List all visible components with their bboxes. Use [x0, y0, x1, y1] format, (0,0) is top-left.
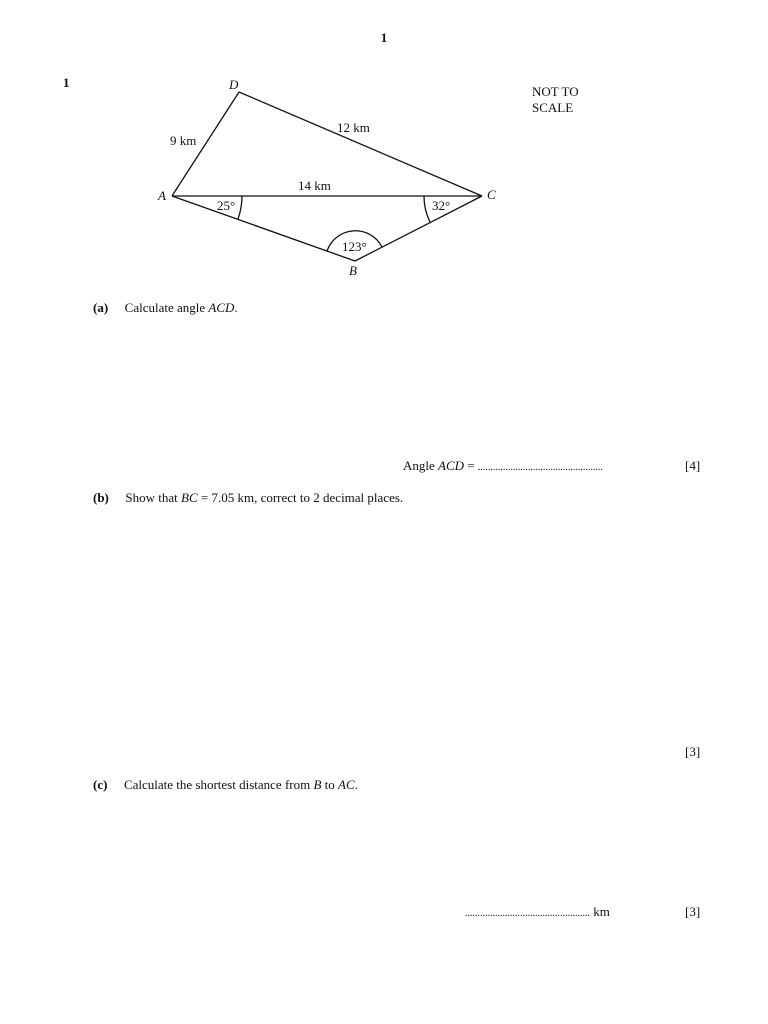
part-c-text-end: .	[354, 777, 358, 792]
vertex-label-b: B	[349, 263, 357, 278]
part-c-text-mid: to	[321, 777, 339, 792]
note-line-2: SCALE	[532, 100, 574, 115]
part-a-label: (a)	[93, 300, 109, 315]
part-b-text: Show that	[125, 490, 182, 505]
part-a-text: Calculate angle	[124, 300, 209, 315]
part-a-text-italic: ACD	[208, 300, 235, 315]
side-bc	[355, 196, 482, 261]
angle-label-a: 25°	[217, 198, 236, 213]
side-label-ac: 14 km	[298, 178, 331, 193]
angle-label-c: 32°	[432, 198, 451, 213]
part-c-text-italic: B	[313, 777, 322, 792]
part-c-text: Calculate the shortest distance from	[123, 777, 314, 792]
vertex-label-a: A	[158, 188, 166, 203]
part-a-answer-line	[403, 458, 603, 474]
vertex-label-d: D	[229, 77, 239, 92]
note-line-1: NOT TO	[532, 84, 579, 99]
part-a-answer-eq: =	[464, 458, 478, 473]
page-number: 1	[380, 30, 388, 45]
part-c-answer-line	[465, 904, 610, 920]
part-a-answer-dots[interactable]: ..................................................	[477, 462, 603, 473]
angle-label-b: 123°	[342, 239, 367, 254]
part-c-text-italic-2: AC	[338, 777, 355, 792]
part-a-text-end: .	[234, 300, 238, 315]
part-b-marks: [3]	[685, 744, 701, 759]
part-c-marks: [3]	[685, 904, 701, 919]
side-label-ad: 9 km	[170, 133, 197, 148]
part-a-marks: [4]	[685, 458, 701, 473]
part-c-answer-dots[interactable]: ..................................................	[465, 908, 590, 919]
part-a-answer-label-italic: ACD	[438, 458, 465, 473]
vertex-label-c: C	[487, 187, 496, 202]
quadrilateral-diagram	[0, 0, 768, 290]
part-b-label: (b)	[93, 490, 109, 505]
side-ab	[172, 196, 355, 261]
part-c-answer-unit: km	[593, 904, 610, 919]
part-a-answer-label: Angle	[403, 458, 439, 473]
part-b-text-italic: BC	[181, 490, 198, 505]
part-b-prompt	[93, 490, 403, 506]
question-number: 1	[63, 75, 70, 90]
part-c-prompt	[93, 777, 358, 793]
angle-arc-c	[424, 196, 430, 222]
part-c-label: (c)	[93, 777, 108, 792]
angle-arc-a	[238, 196, 242, 219]
part-a-prompt	[93, 300, 238, 316]
part-b-text-end: = 7.05 km, correct to 2 decimal places.	[197, 490, 404, 505]
side-dc	[239, 92, 482, 196]
side-label-dc: 12 km	[337, 120, 370, 135]
